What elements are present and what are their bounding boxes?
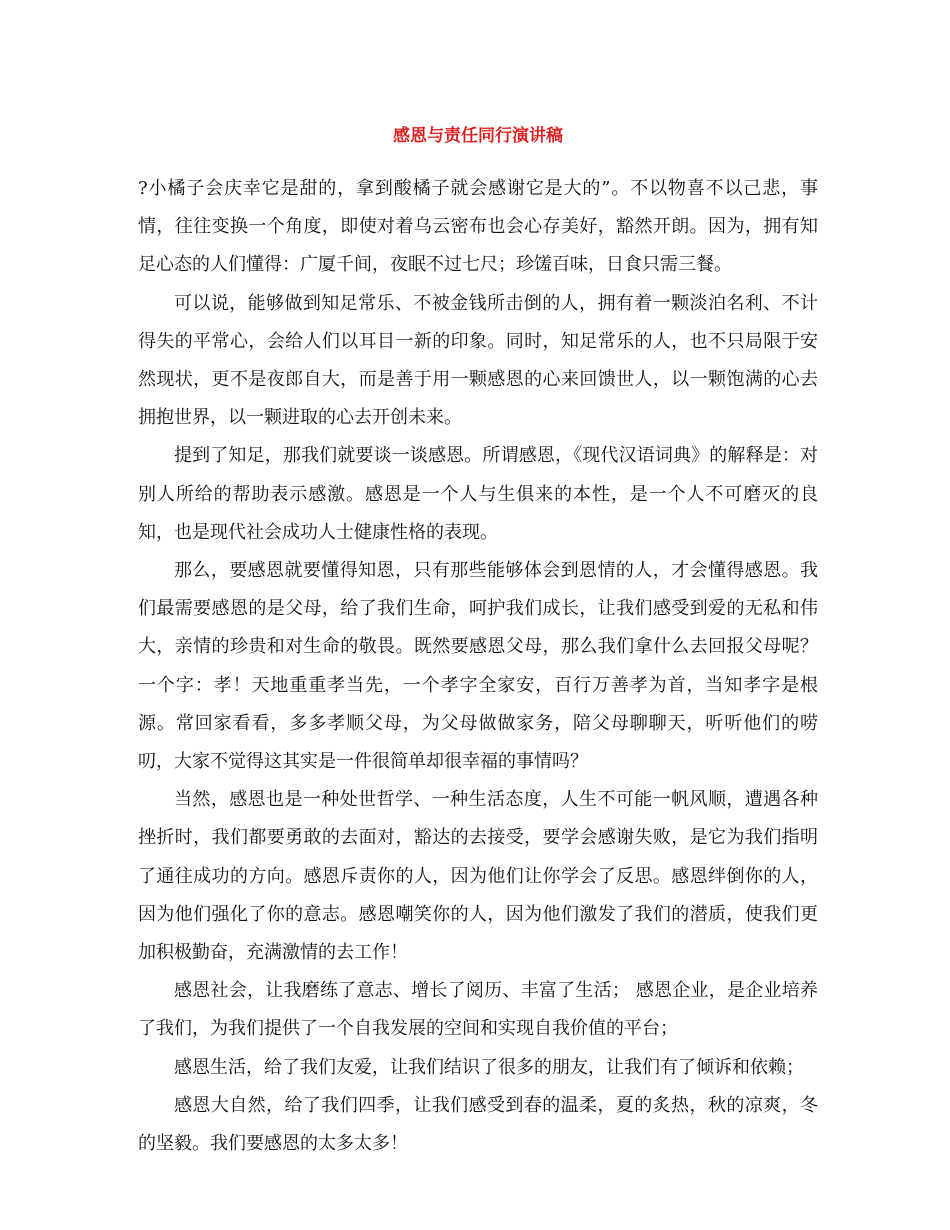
paragraph-2: 可以说，能够做到知足常乐、不被金钱所击倒的人，拥有着一颗淡泊名利、不计得失的平常心，会给人们以耳目一新的印象。同时，知足常乐的人，也不只局限于安然现状，更不是夜郎自大，而是善于用一颗感恩的心来回馈世人，以一颗饱满的心去拥抱世界，以一颗进取的心去开创未来。	[138, 292, 818, 429]
paragraph-7: 感恩生活，给了我们友爱，让我们结识了很多的朋友，让我们有了倾诉和依赖；	[174, 1056, 804, 1078]
paragraph-3: 提到了知足，那我们就要谈一谈感恩。所谓感恩，《现代汉语词典》的解释是：对别人所给的帮助表示感激。感恩是一个人与生俱来的本性，是一个人不可磨灭的良知，也是现代社会成功人士健康性格的表现。	[138, 445, 818, 543]
paragraph-8: 感恩大自然，给了我们四季，让我们感受到春的温柔，夏的炙热，秋的凉爽，冬的坚毅。我们要感恩的太多太多！	[138, 1094, 818, 1155]
document-body	[138, 170, 818, 1163]
document-title: 感恩与责任同行演讲稿	[393, 126, 563, 146]
paragraph-1: ?小橘子会庆幸它是甜的，拿到酸橘子就会感谢它是大的”。不以物喜不以己悲，事情，往往变换一个角度，即使对着乌云密布也会心存美好，豁然开朗。因为，拥有知足心态的人们懂得：广厦千间，夜眠不过七尺；珍馐百味，日食只需三餐。	[138, 178, 818, 276]
paragraph-5: 当然，感恩也是一种处世哲学、一种生活态度，人生不可能一帆风顺，遭遇各种挫折时，我们都要勇敢的去面对，豁达的去接受，要学会感谢失败，是它为我们指明了通往成功的方向。感恩斥责你的人，因为他们让你学会了反思。感恩绊倒你的人，因为他们强化了你的意志。感恩嘲笑你的人，因为他们激发了我们的潜质，使我们更加积极勤奋，充满激情的去工作！	[138, 789, 818, 964]
paragraph-4: 那么，要感恩就要懂得知恩，只有那些能够体会到恩情的人，才会懂得感恩。我们最需要感恩的是父母，给了我们生命，呵护我们成长，让我们感受到爱的无私和伟大，亲情的珍贵和对生命的敬畏。既然要感恩父母，那么我们拿什么去回报父母呢？一个字：孝！天地重重孝当先，一个孝字全家安，百行万善孝为首，当知孝字是根源。常回家看看，多多孝顺父母，为父母做做家务，陪父母聊聊天，听听他们的唠叨，大家不觉得这其实是一件很简单却很幸福的事情吗？	[138, 560, 818, 773]
paragraph-6: 感恩社会，让我磨练了意志、增长了阅历、丰富了生活； 感恩企业，是企业培养了我们，为我们提供了一个自我发展的空间和实现自我价值的平台；	[138, 980, 818, 1040]
